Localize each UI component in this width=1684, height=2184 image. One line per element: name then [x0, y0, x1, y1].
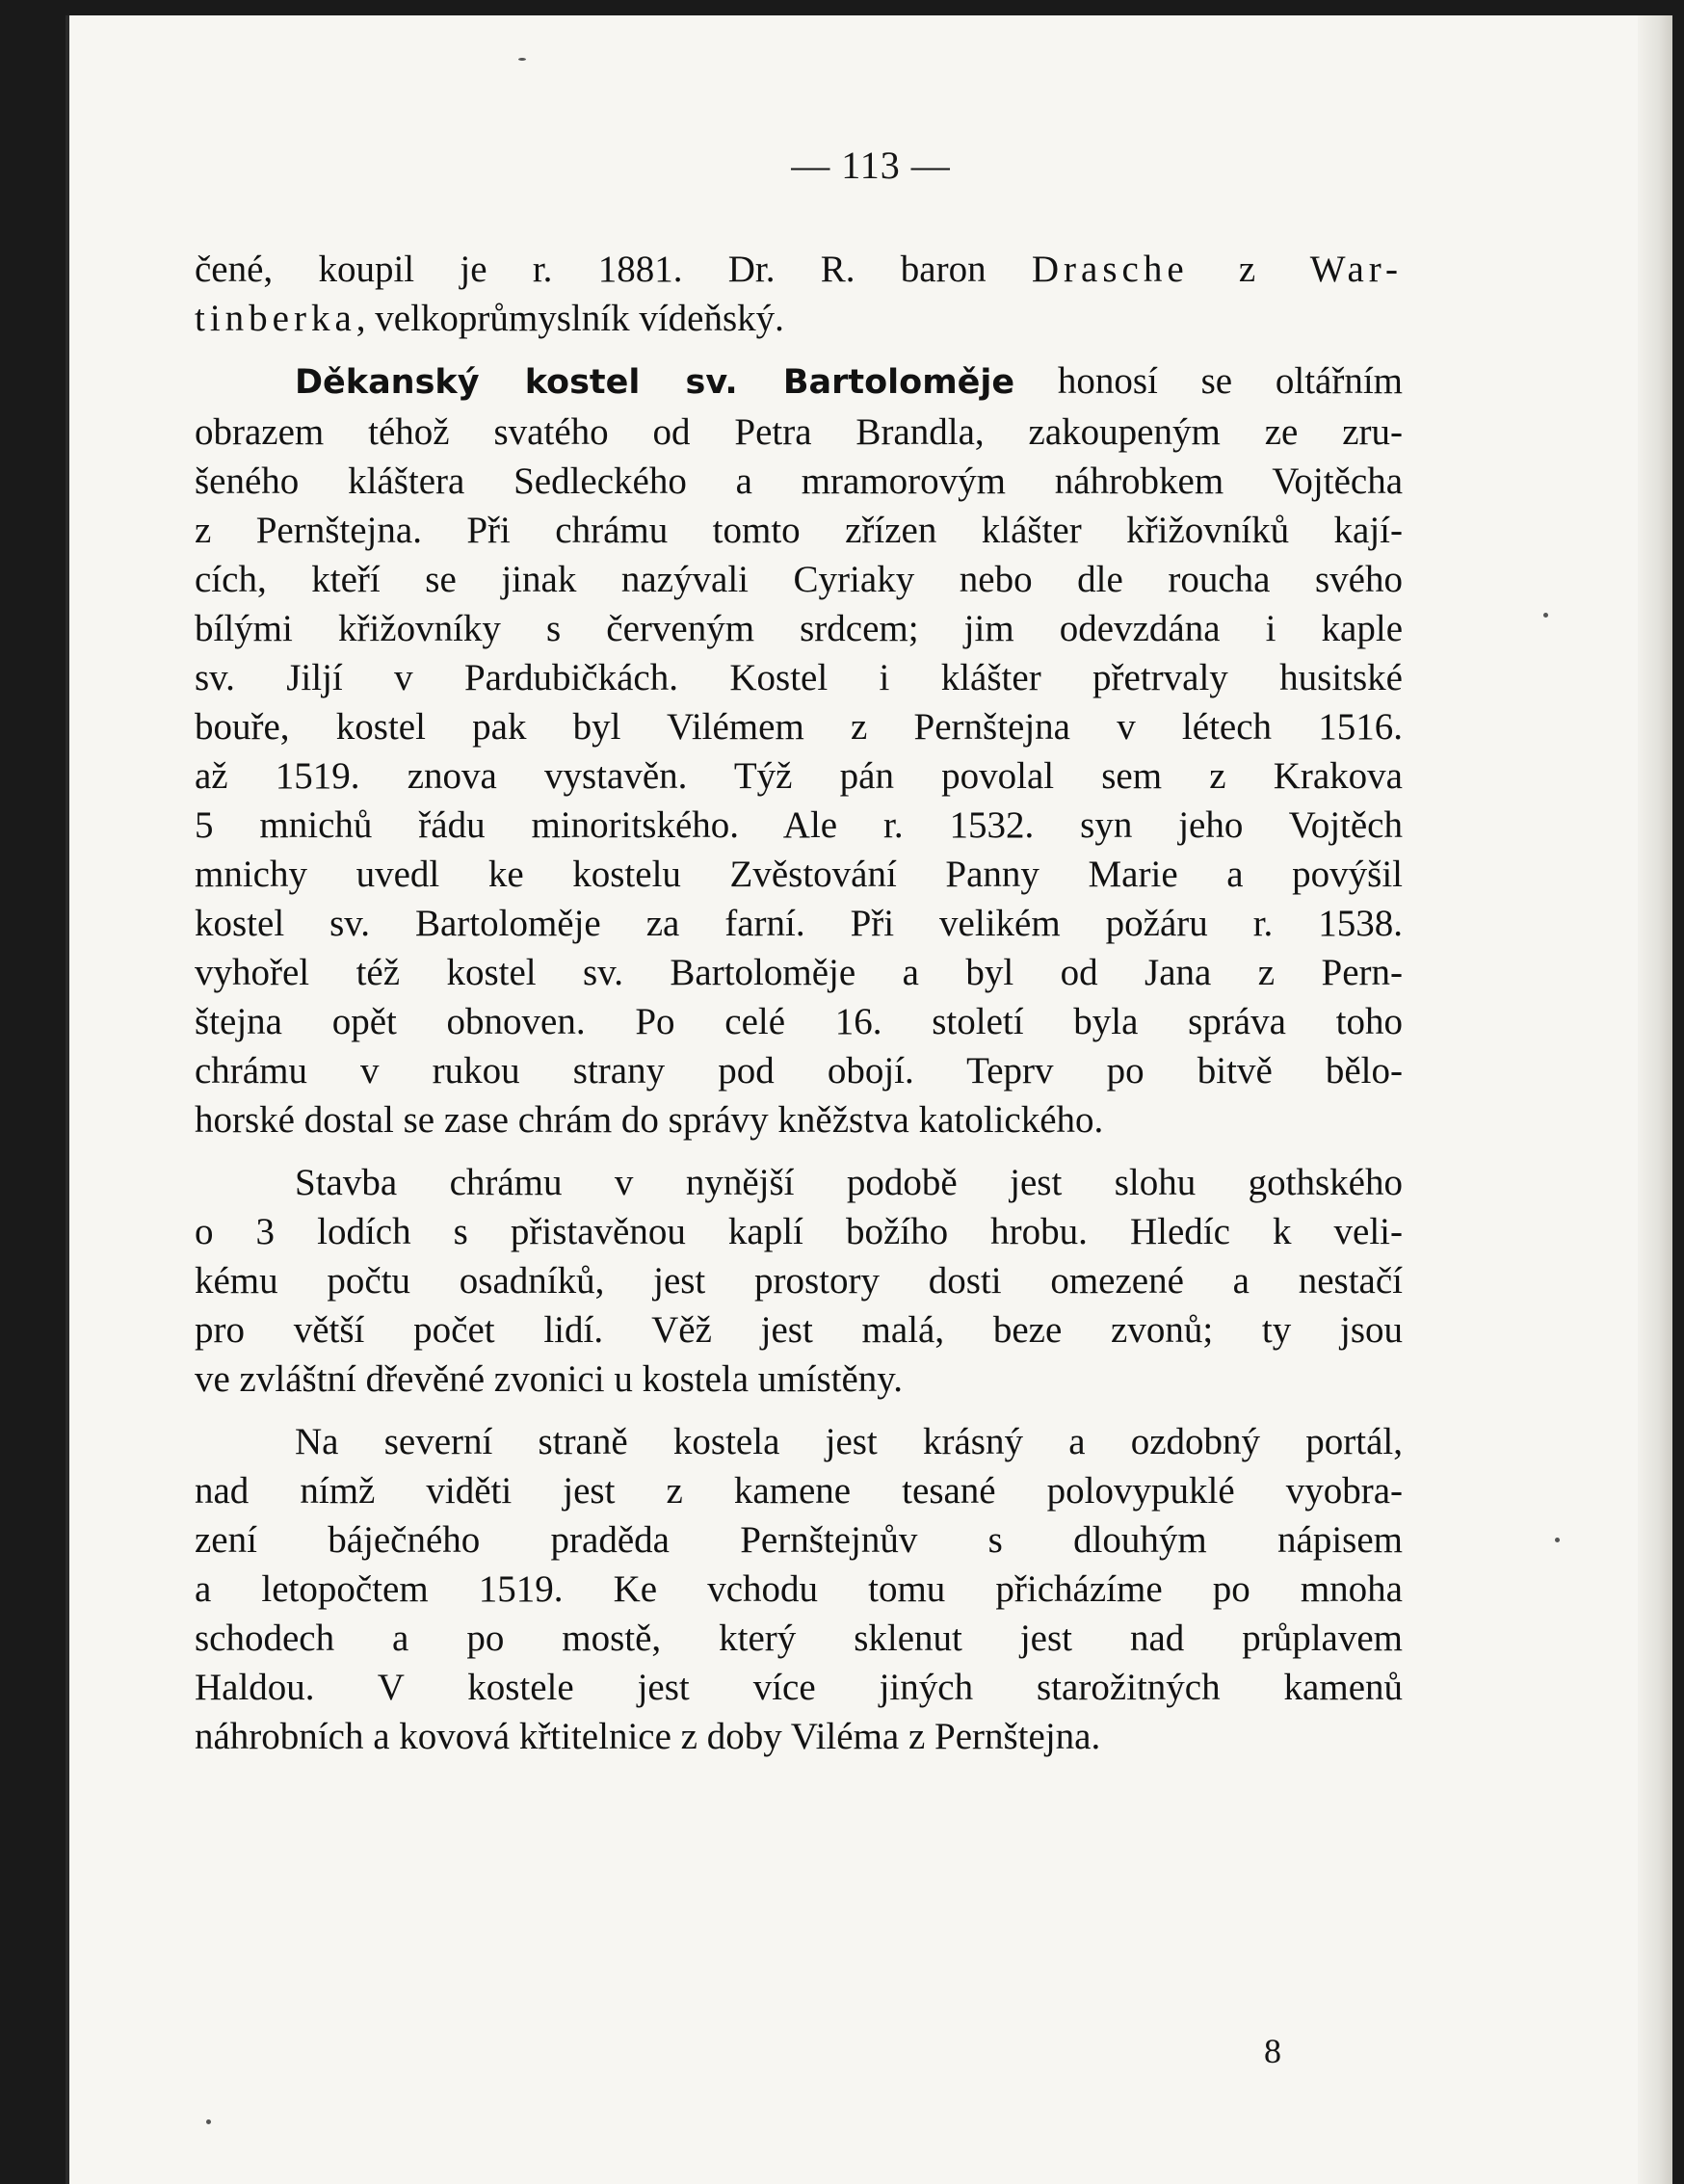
text-run: Na severní straně kostela jest krásný a ozdobný portál, [295, 1421, 1403, 1462]
text-run: šeného kláštera Sedleckého a mramorovým náhrobkem Vojtěcha [195, 460, 1403, 502]
text-run: štejna opět obnoven. Po celé 16. století byla správa toho [195, 1001, 1403, 1042]
paragraph [195, 245, 1403, 343]
text-run: čené, koupil je r. 1881. Dr. R. baron [195, 249, 1032, 290]
text-run: kostel sv. Bartoloměje za farní. Při velikém požáru r. 1538. [195, 903, 1403, 944]
text-run: z Pernštejna. Při chrámu tomto zřízen klášter křižovníků kají- [195, 510, 1403, 551]
text-line [195, 899, 1403, 948]
text-run: schodech a po mostě, který sklenut jest nad průplavem [195, 1618, 1403, 1659]
text-run: náhrobních a kovová křtitelnice z doby Viléma z Pernštejna. [195, 1716, 1101, 1757]
text-run: obrazem téhož svatého od Petra Brandla, zakoupeným ze zru- [195, 411, 1403, 453]
text-line [195, 751, 1403, 801]
paper-speck [1555, 1538, 1560, 1542]
text-run: vyhořel též kostel sv. Bartoloměje a byl od Jana z Pern- [195, 952, 1403, 993]
spaced-text-run: tinberka [195, 298, 356, 339]
text-line [195, 408, 1403, 457]
body-text [195, 245, 1403, 1761]
text-run: honosí se oltářním [1014, 360, 1403, 402]
text-line [195, 997, 1403, 1046]
spaced-text-run: Drasche z War- [1031, 249, 1403, 290]
page-number: — 113 — [791, 144, 951, 187]
text-line [195, 1417, 1403, 1466]
text-line [195, 457, 1403, 506]
text-run: sv. Jiljí v Pardubičkách. Kostel i klášter přetrvaly husitské [195, 657, 1403, 698]
text-run: ve zvláštní dřevěné zvonici u kostela umístěny. [195, 1358, 904, 1400]
text-line [195, 604, 1403, 653]
text-run: bouře, kostel pak byl Vilémem z Pernštejna v létech 1516. [195, 706, 1403, 748]
paper-speck [1543, 613, 1548, 618]
paragraph [195, 1158, 1403, 1404]
paper-speck [518, 58, 526, 61]
text-run: o 3 lodích s přistavěnou kaplí božího hrobu. Hledíc k veli- [195, 1211, 1403, 1252]
text-line [195, 1712, 1403, 1761]
text-run: nad nímž viděti jest z kamene tesané polovypuklé vyobra- [195, 1470, 1403, 1512]
text-run: Haldou. V kostele jest více jiných starožitných kamenů [195, 1667, 1403, 1708]
text-line [195, 1305, 1403, 1355]
text-line [195, 555, 1403, 604]
text-line [195, 245, 1403, 294]
text-line [195, 702, 1403, 751]
text-run: až 1519. znova vystavěn. Týž pán povolal sem z Krakova [195, 755, 1403, 797]
text-line [195, 356, 1403, 408]
paragraph [195, 1417, 1403, 1761]
text-line [195, 1256, 1403, 1305]
text-line [195, 294, 1403, 343]
text-line [195, 506, 1403, 555]
text-run: horské dostal se zase chrám do správy kněžstva katolického. [195, 1099, 1104, 1141]
text-run: mnichy uvedl ke kostelu Zvěstování Panny Marie a povýšil [195, 854, 1403, 895]
text-run: zení báječného praděda Pernštejnův s dlouhým nápisem [195, 1519, 1403, 1561]
text-run: , velkoprůmyslník vídeňský. [355, 298, 784, 339]
text-line [195, 948, 1403, 997]
text-line [195, 1565, 1403, 1614]
text-run: a letopočtem 1519. Ke vchodu tomu přicházíme po mnoha [195, 1568, 1403, 1610]
text-line [195, 1663, 1403, 1712]
text-line [195, 850, 1403, 899]
page-edge-shadow [1638, 15, 1672, 2184]
paper-speck [206, 2119, 211, 2124]
text-run: Stavba chrámu v nynější podobě jest slohu gothského [295, 1162, 1403, 1203]
text-run: kému počtu osadníků, jest prostory dosti omezené a nestačí [195, 1260, 1403, 1302]
text-line [195, 1207, 1403, 1256]
text-line [195, 1355, 1403, 1404]
book-page [66, 15, 1672, 2184]
bold-heading-run: Děkanský kostel sv. Bartoloměje [295, 363, 1015, 402]
signature-mark: 8 [1264, 2032, 1281, 2070]
text-run: cích, kteří se jinak nazývali Cyriaky nebo dle roucha svého [195, 559, 1403, 600]
text-line [195, 1515, 1403, 1565]
text-run: chrámu v rukou strany pod obojí. Teprv po bitvě bělo- [195, 1050, 1403, 1092]
text-run: bílými křižovníky s červeným srdcem; jim odevzdána i kaple [195, 608, 1403, 649]
text-line [195, 1614, 1403, 1663]
text-run: 5 mnichů řádu minoritského. Ale r. 1532. syn jeho Vojtěch [195, 804, 1403, 846]
text-line [195, 801, 1403, 850]
text-line [195, 1158, 1403, 1207]
text-line [195, 653, 1403, 702]
text-run: pro větší počet lidí. Věž jest malá, beze zvonů; ty jsou [195, 1309, 1403, 1351]
text-line [195, 1046, 1403, 1095]
paragraph [195, 356, 1403, 1145]
text-line [195, 1095, 1403, 1145]
text-line [195, 1466, 1403, 1515]
